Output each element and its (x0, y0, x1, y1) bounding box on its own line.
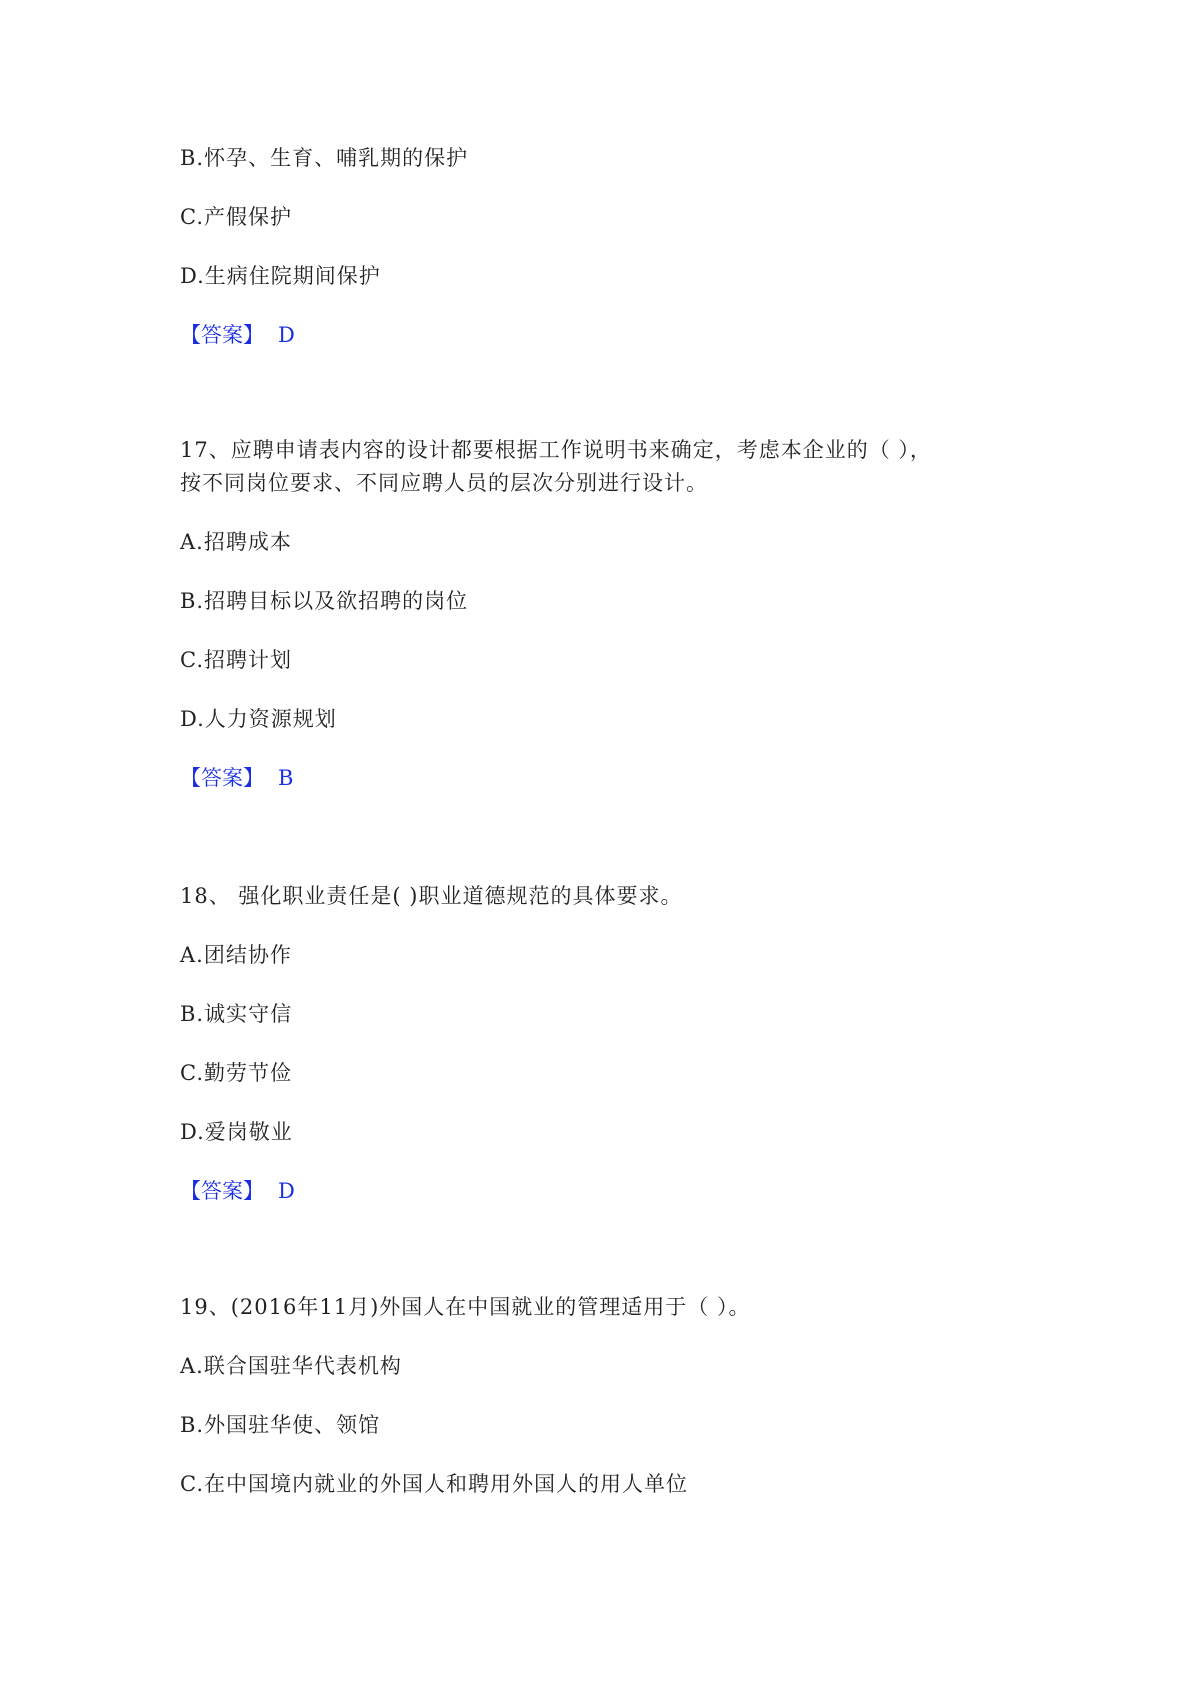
q17-option-a: A.招聘成本 (180, 530, 292, 554)
q19-option-a: A.联合国驻华代表机构 (180, 1354, 402, 1378)
q18-option-b: B.诚实守信 (180, 1002, 293, 1026)
q16-option-d: D.生病住院期间保护 (180, 264, 381, 288)
q18-option-c: C.勤劳节俭 (180, 1061, 292, 1085)
answer-label: 【答案】 (180, 1179, 264, 1203)
answer-key: B (278, 766, 294, 790)
q17-answer (180, 763, 293, 793)
q19-option-b: B.外国驻华使、领馆 (180, 1413, 381, 1437)
q16-answer (180, 320, 295, 350)
q17-option-d: D.人力资源规划 (180, 707, 337, 731)
q17-option-c: C.招聘计划 (180, 648, 292, 672)
q18-stem: 18、 强化职业责任是( )职业道德规范的具体要求。 (180, 884, 683, 908)
answer-key: D (278, 1179, 295, 1203)
q18-option-d: D.爱岗敬业 (180, 1120, 293, 1144)
q19-stem: 19、(2016年11月)外国人在中国就业的管理适用于（ ）。 (180, 1295, 751, 1319)
q19-option-c: C.在中国境内就业的外国人和聘用外国人的用人单位 (180, 1472, 688, 1496)
q16-option-c: C.产假保护 (180, 205, 292, 229)
answer-key: D (278, 323, 295, 347)
q17-stem-line1: 17、应聘申请表内容的设计都要根据工作说明书来确定，考虑本企业的（ ）， (180, 438, 932, 462)
q18-option-a: A.团结协作 (180, 943, 292, 967)
q17-option-b: B.招聘目标以及欲招聘的岗位 (180, 589, 469, 613)
q18-answer (180, 1176, 295, 1206)
q17-stem-line2: 按不同岗位要求、不同应聘人员的层次分别进行设计。 (180, 471, 708, 495)
answer-label: 【答案】 (180, 323, 264, 347)
q16-option-b: B.怀孕、生育、哺乳期的保护 (180, 146, 469, 170)
answer-label: 【答案】 (180, 766, 264, 790)
